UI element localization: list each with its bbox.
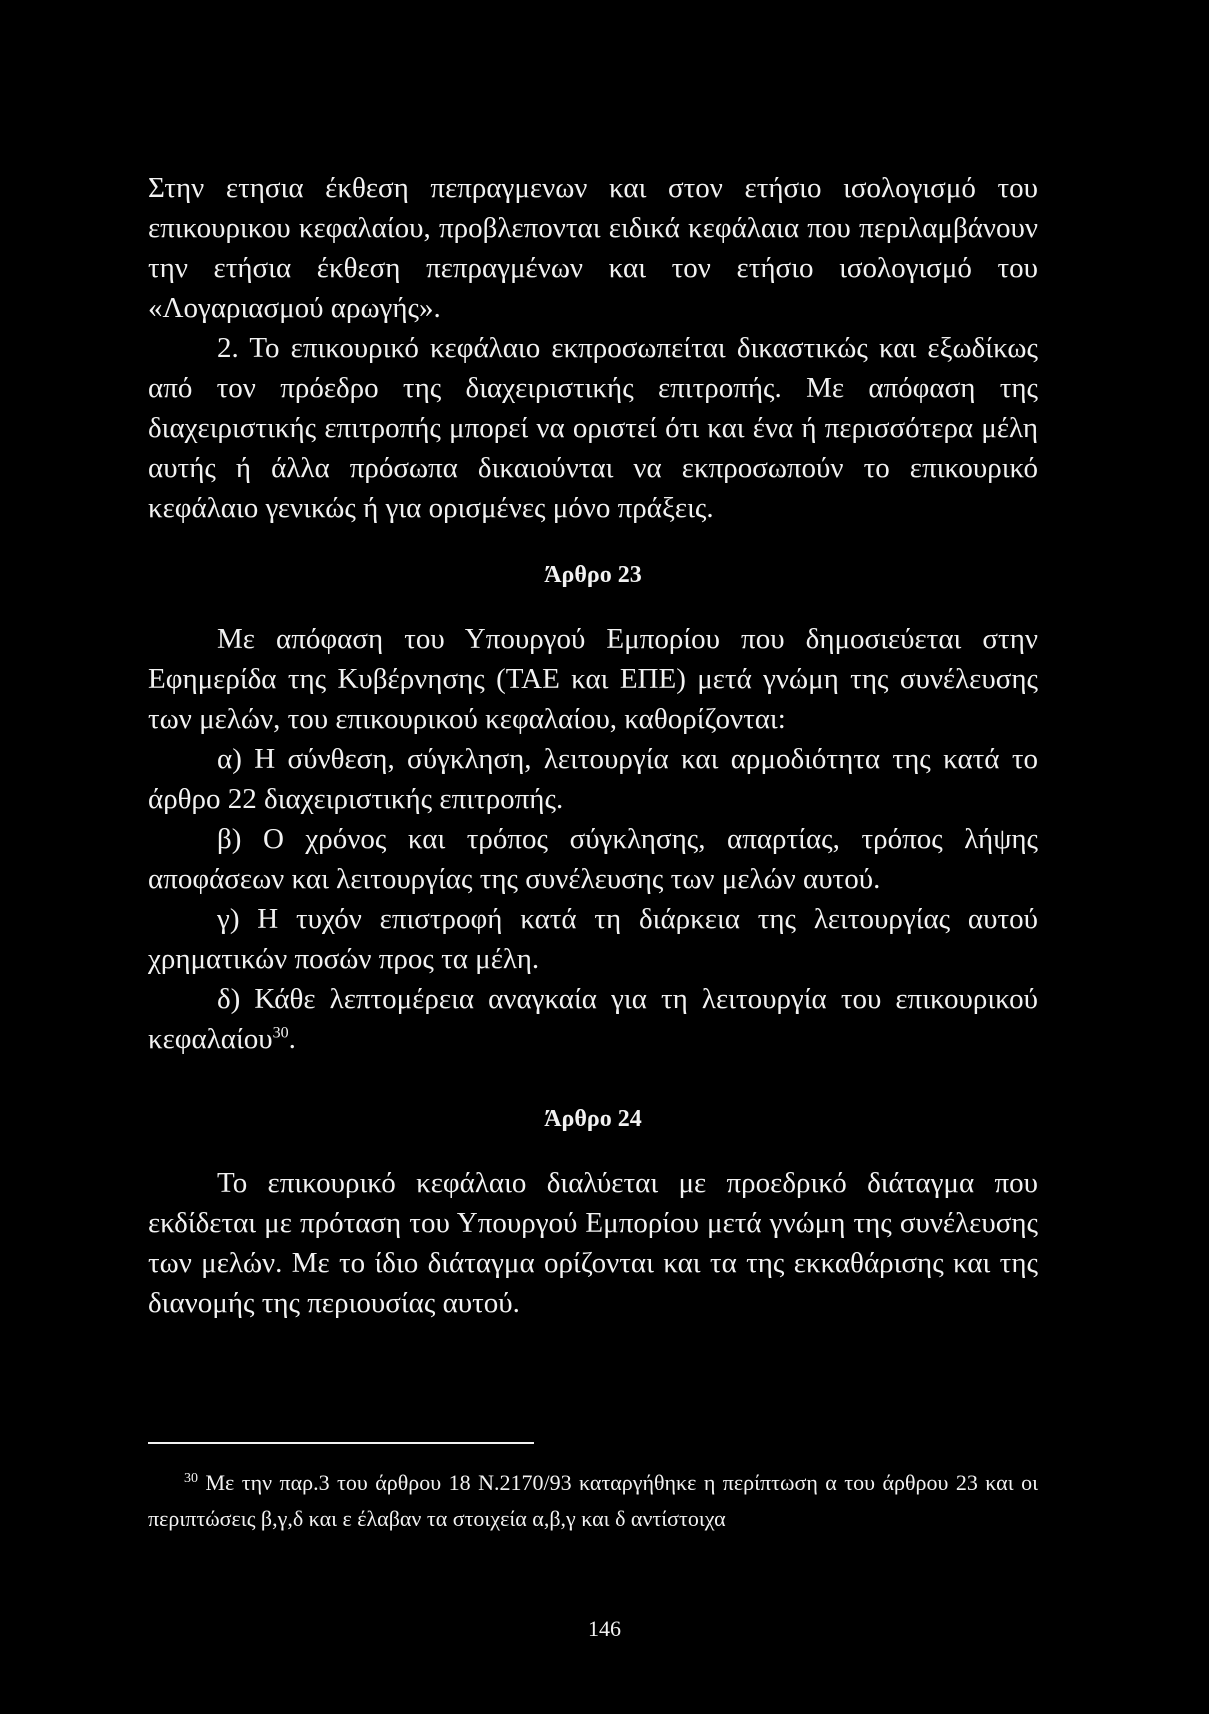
- article-23-item-c: γ) Η τυχόν επιστροφή κατά τη διάρκεια της λειτουργίας αυτού χρηματικών ποσών προς τα μέλη.: [148, 903, 1038, 975]
- article-23-item-d: [148, 979, 1038, 1059]
- footnote-text: Με την παρ.3 του άρθρου 18 Ν.2170/93 καταργήθηκε η περίπτωση α του άρθρου 23 και οι περιπτώσεις β,γ,δ και ε έλαβαν τα στοιχεία α,β,γ και δ αντίστοιχα: [148, 1470, 1039, 1531]
- footnote: [148, 1465, 1038, 1537]
- page-number: 146: [588, 1616, 621, 1641]
- article-23-item-d-end: .: [288, 1023, 296, 1055]
- article-23-heading: Άρθρο 23: [544, 562, 642, 588]
- article-23-item-b: β) Ο χρόνος και τρόπος σύγκλησης, απαρτίας, τρόπος λήψης αποφάσεων και λειτουργίας της συνέλευσης των μελών αυτού.: [148, 823, 1038, 895]
- page-body: [148, 168, 1038, 1323]
- article-23-item-a: α) Η σύνθεση, σύγκληση, λειτουργία και αρμοδιότητα της κατά το άρθρο 22 διαχειριστικής επιτροπής.: [148, 743, 1038, 815]
- paragraph-intro: Στην ετησια έκθεση πεπραγμενων και στον ετήσιο ισολογισμό του επικουρικου κεφαλαίου, προβλεπονται ειδικά κεφάλαια που περιλαμβάνουν την ετήσια έκθεση πεπραγμένων και τον ετήσιο ισολογισμό του «Λογαριασμού αρωγής».: [148, 172, 1038, 324]
- article-23-intro: Με απόφαση του Υπουργού Εμπορίου που δημοσιεύεται στην Εφημερίδα της Κυβέρνησης (ΤΑΕ και ΕΠΕ) μετά γνώμη της συνέλευσης των μελών, του επικουρικού κεφαλαίου, καθορίζονται:: [148, 623, 1038, 735]
- paragraph-2: 2. Το επικουρικό κεφάλαιο εκπροσωπείται δικαστικώς και εξωδίκως από τον πρόεδρο της διαχειριστικής επιτροπής. Με απόφαση της διαχειριστικής επιτροπής μπορεί να οριστεί ότι και ένα ή περισσότερα μέλη αυτής ή άλλα πρόσωπα δικαιούνται να εκπροσωπούν το επικουρικό κεφάλαιο γενικώς ή για ορισμένες μόνο πράξεις.: [148, 332, 1038, 524]
- article-24-heading: Άρθρο 24: [544, 1106, 642, 1132]
- article-24-text: Το επικουρικό κεφάλαιο διαλύεται με προεδρικό διάταγμα που εκδίδεται με πρόταση του Υπουργού Εμπορίου μετά γνώμη της συνέλευσης των μελών. Με το ίδιο διάταγμα ορίζονται και τα της εκκαθάρισης και της διανομής της περιουσίας αυτού.: [148, 1167, 1038, 1319]
- footnote-reference: 30: [272, 1024, 289, 1042]
- article-23-item-d-text: δ) Κάθε λεπτομέρεια αναγκαία για τη λειτουργία του επικουρικού κεφαλαίου: [148, 983, 1038, 1055]
- footnote-divider: [148, 1442, 534, 1444]
- footnote-mark: 30: [184, 1470, 198, 1486]
